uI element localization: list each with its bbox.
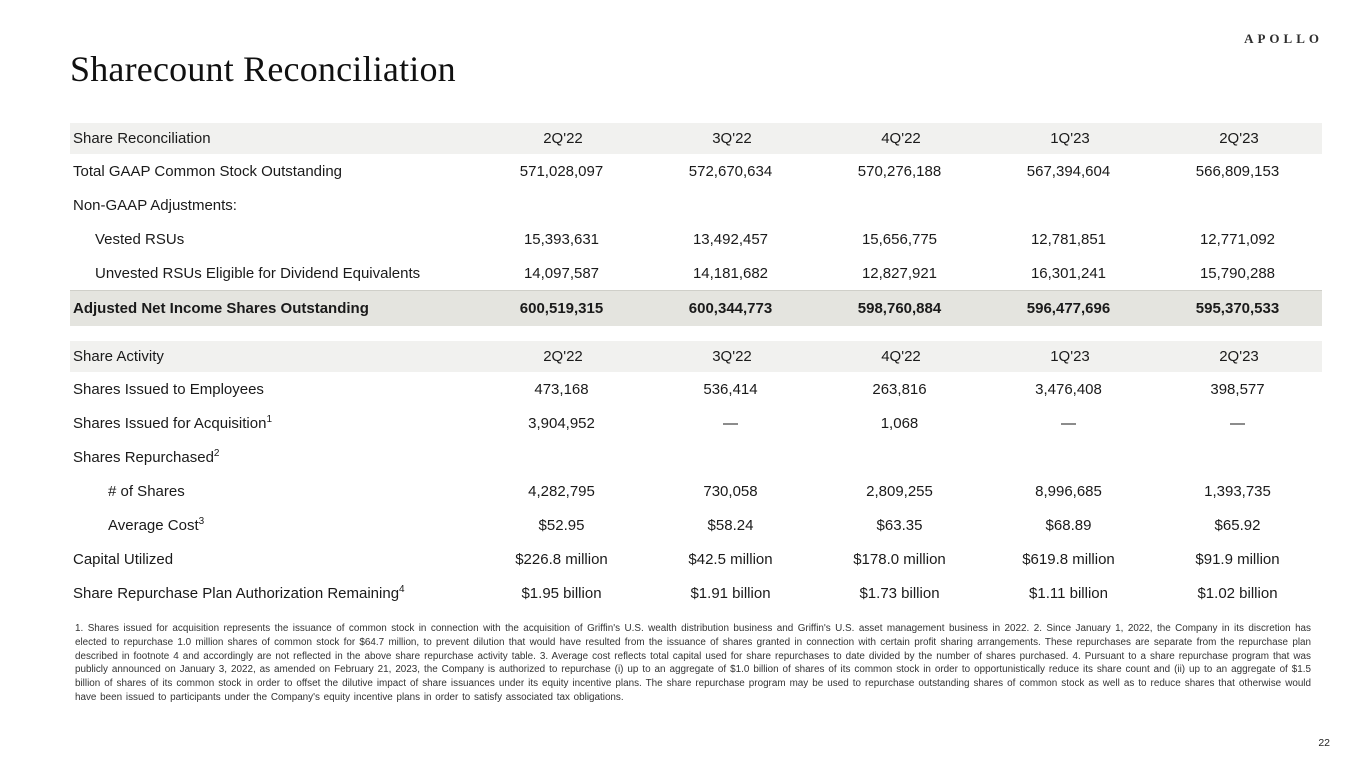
cell-value: 2,809,255 [866, 482, 933, 500]
cell-value [984, 188, 1153, 222]
row-label: Total GAAP Common Stock Outstanding [73, 162, 343, 180]
cell-value: 15,790,288 [1199, 264, 1276, 282]
apollo-logo: APOLLO [1244, 31, 1323, 46]
cell-value [1153, 188, 1322, 222]
cell-value [984, 440, 1153, 474]
table-row [70, 188, 1322, 222]
cell-value: $63.35 [876, 516, 923, 534]
share-activity-table [70, 341, 1322, 610]
cell-value: 730,058 [703, 482, 758, 500]
cell-value: 15,656,775 [861, 230, 938, 248]
table-row [70, 372, 1322, 406]
footnotes: 1. Shares issued for acquisition represents the issuance of common stock in connection with the acquisition of Griffin's U.S. wealth distribution business and Griffin's U.S. asset management business in 2022. 2. Since January 1, 2022, the Company in its discretion has elected to repurchase 1.0 million shares of common stock for $64.7 million, to prevent dilution that would have resulted from the issuance of shares granted in connection with certain profit sharing arrangements. These repurchases are separate from the repurchase plan described in footnote 4 and accordingly are not reflected in the above share repurchase activity table. 3. Average cost reflects total capital used for share repurchases to date divided by the number of shares purchased. 4. Pursuant to a share repurchase program that was publicly announced on January 3, 2022, as amended on February 21, 2023, the Company is authorized to repurchase (i) up to an aggregate of $1.0 billion of shares of its common stock in order to opportunistically reduce its share count and (ii) up to an aggregate of $1.5 billion of shares of its common stock in order to offset the dilutive impact of share issuances under its equity incentive plans. The share repurchase program may be used to repurchase outstanding shares of common stock as well as to reduce shares that otherwise would have been issued to participants under the Company's equity incentive plans in order to satisfy associated tax obligations. [75, 623, 1311, 703]
cell-value: 16,301,241 [1030, 264, 1107, 282]
table-row [70, 508, 1322, 542]
footnote-marker: 4 [399, 583, 405, 595]
table-row [70, 406, 1322, 440]
table-row [70, 291, 1322, 326]
cell-value: — [1230, 414, 1245, 432]
cell-value: — [1061, 414, 1076, 432]
row-label: # of Shares [108, 482, 185, 500]
table-row [70, 256, 1322, 291]
cell-value: 473,168 [534, 380, 589, 398]
cell-value: 12,827,921 [861, 264, 938, 282]
row-label: Shares Repurchased$^2$ [73, 447, 220, 466]
table-row [70, 542, 1322, 576]
row-label: Adjusted Net Income Shares Outstanding [70, 291, 477, 326]
cell-value: 3,476,408 [1035, 380, 1102, 398]
cell-value: 14,097,587 [523, 264, 600, 282]
cell-value: 14,181,682 [692, 264, 769, 282]
cell-value: $52.95 [538, 516, 585, 534]
row-label: Non-GAAP Adjustments: [73, 196, 237, 214]
cell-value [1153, 440, 1322, 474]
cell-value: 398,577 [1210, 380, 1265, 398]
cell-value [477, 440, 646, 474]
cell-value: 12,781,851 [1030, 230, 1107, 248]
cell-value: 13,492,457 [692, 230, 769, 248]
cell-value: 263,816 [872, 380, 927, 398]
cell-value: $42.5 million [688, 550, 773, 568]
row-label: Vested RSUs [95, 230, 185, 248]
cell-value: $68.89 [1045, 516, 1092, 534]
column-header: 4Q'22 [815, 341, 984, 372]
cell-value: 566,809,153 [1195, 162, 1280, 180]
cell-value: 12,771,092 [1199, 230, 1276, 248]
table-row [70, 222, 1322, 256]
table-header-row [70, 341, 1322, 372]
table-title: Share Activity [70, 341, 477, 372]
cell-value: $65.92 [1214, 516, 1261, 534]
cell-value: $58.24 [707, 516, 754, 534]
row-label: Shares Issued for Acquisition$^1$ [73, 413, 273, 432]
cell-value: $1.02 billion [1197, 584, 1278, 602]
table-row [70, 576, 1322, 610]
column-header: 1Q'23 [984, 341, 1153, 372]
cell-value: 567,394,604 [1026, 162, 1111, 180]
row-label: Shares Issued to Employees [73, 380, 264, 398]
table-title: Share Reconciliation [70, 123, 477, 154]
cell-value: 572,670,634 [688, 162, 773, 180]
cell-value: $1.73 billion [859, 584, 940, 602]
cell-value: 598,760,884 [815, 291, 984, 326]
cell-value: 1,068 [880, 414, 919, 432]
share-reconciliation-table [70, 123, 1322, 326]
cell-value: 8,996,685 [1035, 482, 1102, 500]
cell-value: 600,519,315 [477, 291, 646, 326]
footnote-marker: 3 [198, 515, 205, 527]
cell-value: 1,393,735 [1204, 482, 1271, 500]
column-header: 3Q'22 [646, 123, 815, 154]
page-title: Sharecount Reconciliation [70, 49, 456, 89]
column-header: 2Q'22 [477, 341, 646, 372]
cell-value: $619.8 million [1022, 550, 1115, 568]
cell-value: 595,370,533 [1153, 291, 1322, 326]
table-row [70, 154, 1322, 188]
cell-value: $1.91 billion [690, 584, 771, 602]
table-row [70, 440, 1322, 474]
column-header: 2Q'22 [477, 123, 646, 154]
cell-value: $226.8 million [515, 550, 608, 568]
footnote-marker: 2 [213, 447, 220, 459]
cell-value: $178.0 million [853, 550, 946, 568]
column-header: 2Q'23 [1153, 123, 1322, 154]
cell-value: 600,344,773 [646, 291, 815, 326]
row-label: Average Cost$^3$ [108, 515, 205, 534]
cell-value: $91.9 million [1195, 550, 1280, 568]
cell-value: $1.11 billion [1029, 584, 1108, 602]
cell-value: 570,276,188 [857, 162, 942, 180]
cell-value: 3,904,952 [528, 414, 595, 432]
row-label: Share Repurchase Plan Authorization Remaining$^4$ [73, 583, 405, 602]
table-row [70, 474, 1322, 508]
cell-value: — [723, 414, 738, 432]
cell-value [477, 188, 646, 222]
column-header: 2Q'23 [1153, 341, 1322, 372]
table-header-row [70, 123, 1322, 154]
cell-value: $1.95 billion [521, 584, 602, 602]
footnote-marker: 1 [266, 413, 273, 425]
row-label: Capital Utilized [73, 550, 174, 568]
column-header: 1Q'23 [984, 123, 1153, 154]
cell-value: 4,282,795 [528, 482, 595, 500]
cell-value: 536,414 [703, 380, 758, 398]
cell-value: 596,477,696 [984, 291, 1153, 326]
cell-value: 571,028,097 [519, 162, 604, 180]
cell-value [646, 440, 815, 474]
cell-value [815, 188, 984, 222]
cell-value: 15,393,631 [523, 230, 600, 248]
cell-value [815, 440, 984, 474]
column-header: 3Q'22 [646, 341, 815, 372]
cell-value [646, 188, 815, 222]
column-header: 4Q'22 [815, 123, 984, 154]
page-number: 22 [1318, 737, 1330, 749]
row-label: Unvested RSUs Eligible for Dividend Equivalents [95, 264, 421, 282]
